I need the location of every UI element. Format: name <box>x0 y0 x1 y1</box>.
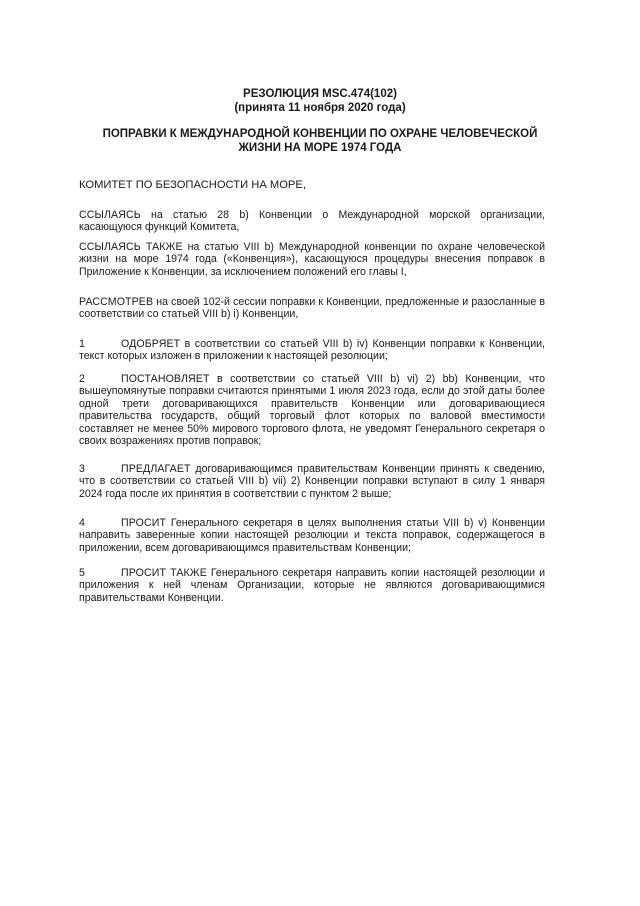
paragraph-number: 2 <box>79 373 85 385</box>
paragraph-number: 5 <box>79 567 85 579</box>
preamble-lead-3: РАССМОТРЕВ <box>79 296 154 308</box>
operative-lead: ПРОСИТ ТАКЖЕ <box>121 567 207 579</box>
operative-text: Генерального секретаря направить копии настоящей резолюции и приложения к ней членам Организации, которые не являются договаривающимися правительствами Конвенции. <box>79 567 546 604</box>
preamble-lead-1: ССЫЛАЯСЬ <box>79 209 141 221</box>
operative-text: Генерального секретаря в целях выполнения статьи VIII b) v) Конвенции направить заверенные копии настоящей резолюции и текста поправок, содержащегося в приложении, всем договаривающимся правительствам Конвенции; <box>79 517 545 554</box>
operative-lead: ОДОБРЯЕТ <box>121 338 181 350</box>
operative-paragraph-2 <box>79 373 545 447</box>
committee-line: КОМИТЕТ ПО БЕЗОПАСНОСТИ НА МОРЕ, <box>79 179 306 191</box>
operative-paragraph-4 <box>79 517 545 554</box>
operative-lead: ПРОСИТ <box>121 517 167 529</box>
paragraph-number: 1 <box>79 338 85 350</box>
preamble-text-2: на статью VIII b) Международной конвенции по охране человеческой жизни на море 1974 года («Конвенция»), касающуюся процедуры внесения поправок в Приложение к Конвенции, за исключением положений его главы I, <box>79 241 545 278</box>
paragraph-number: 4 <box>79 517 85 529</box>
operative-paragraph-3 <box>79 463 545 500</box>
document-title: ПОПРАВКИ К МЕЖДУНАРОДНОЙ КОНВЕНЦИИ ПО ОХРАНЕ ЧЕЛОВЕЧЕСКОЙ ЖИЗНИ НА МОРЕ 1974 ГОДА <box>102 128 538 154</box>
operative-paragraph-5 <box>79 567 545 604</box>
preamble-lead-2: ССЫЛАЯСЬ ТАКЖЕ <box>79 241 183 253</box>
preamble-paragraph-2 <box>79 241 545 278</box>
adoption-date: (принята 11 ноября 2020 года) <box>234 102 406 114</box>
preamble-paragraph-1 <box>79 209 545 234</box>
operative-text: в соответствии со статьей VIII b) vi) 2) bb) Конвенции, что вышеупомянутые поправки считаются принятыми 1 июля 2023 года, если до этой даты более одной трети договаривающихся правительств Конвенции или договаривающиеся правительства государств, общий торговый флот которых по валовой вместимости составляет не менее 50% мирового торгового флота, не уведомят Генерального секретаря о своих возражениях против поправок; <box>79 373 545 448</box>
operative-paragraph-1 <box>79 338 545 363</box>
preamble-paragraph-3 <box>79 296 545 321</box>
operative-text: в соответствии со статьей VIII b) iv) Конвенции поправки к Конвенции, текст которых изложен в приложении к настоящей резолюции; <box>79 338 545 363</box>
operative-text: договаривающимся правительствам Конвенции принять к сведению, что в соответствии со статьей VIII b) vii) 2) Конвенции поправки вступают в силу 1 января 2024 года после их принятия в соответствии с пунктом 2 выше; <box>79 463 545 500</box>
operative-lead: ПОСТАНОВЛЯЕТ <box>121 373 210 385</box>
preamble-text-3: на своей 102-й сессии поправки к Конвенции, предложенные и разосланные в соответствии со статьей VIII b) i) Конвенции, <box>79 296 545 321</box>
paragraph-number: 3 <box>79 463 85 475</box>
resolution-title: РЕЗОЛЮЦИЯ MSC.474(102) <box>243 88 397 100</box>
operative-lead: ПРЕДЛАГАЕТ <box>121 463 191 475</box>
preamble-text-1: на статью 28 b) Конвенции о Международной морской организации, касающуюся функций Комитета, <box>79 209 545 234</box>
